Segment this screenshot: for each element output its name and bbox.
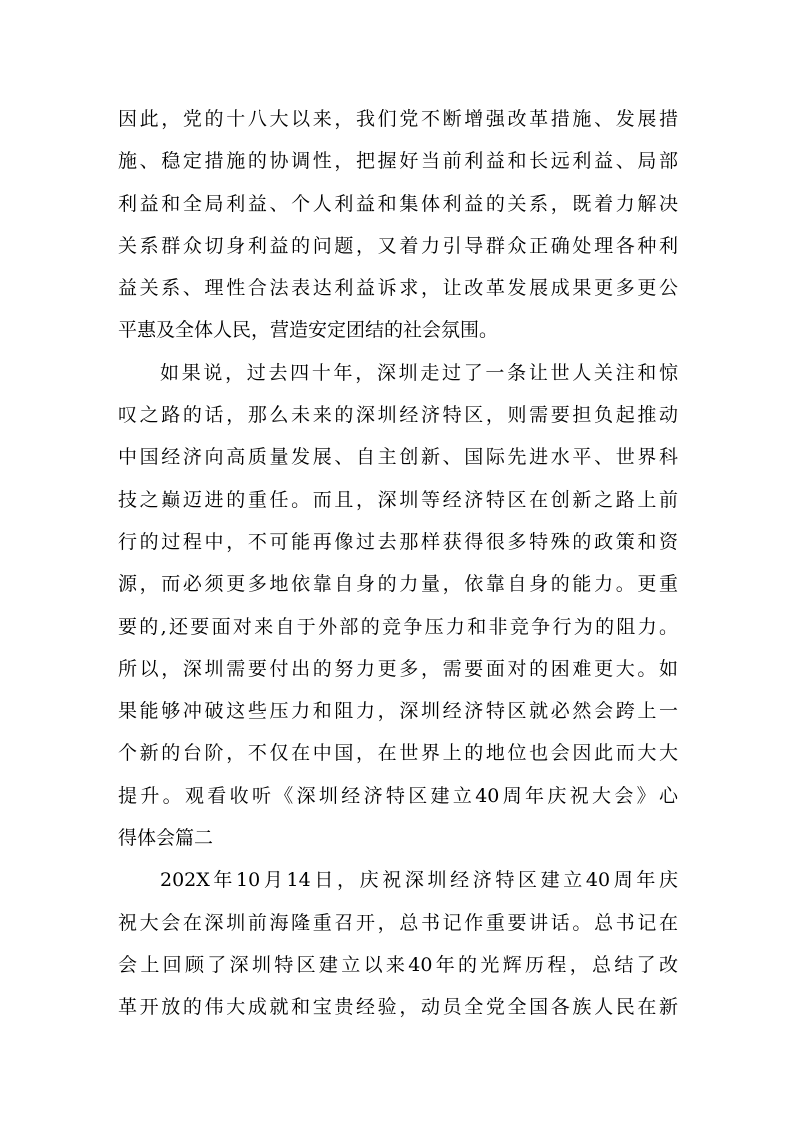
text-line: 果能够冲破这些压力和阻力，深圳经济特区就必然会跨上一 [118,700,678,723]
text-line: 祝大会在深圳前海隆重召开，总书记作重要讲话。总书记在 [118,911,678,934]
text-line: 革开放的伟大成就和宝贵经验，动员全党全国各族人民在新 [118,996,678,1019]
text-line: 个新的台阶，不仅在中国，在世界上的地位也会因此而大大 [118,742,678,765]
text-line: 会上回顾了深圳特区建立以来40年的光辉历程，总结了改 [118,953,678,976]
text-line: 施、稳定措施的协调性，把握好当前利益和长远利益、局部 [118,150,678,173]
document-body [118,98,678,1029]
text-line: 因此，党的十八大以来，我们党不断增强改革措施、发展措 [118,108,678,130]
text-line: 益关系、理性合法表达利益诉求，让改革发展成果更多更公 [118,277,678,300]
text-line: 中国经济向高质量发展、自主创新、国际先进水平、世界科 [118,446,678,469]
paragraph-first-line: 如果说，过去四十年，深圳走过了一条让世人关注和惊 [160,361,678,384]
text-line: 关系群众切身利益的问题，又着力引导群众正确处理各种利 [118,234,678,257]
text-line: 提升。观看收听《深圳经济特区建立40周年庆祝大会》心 [118,784,678,807]
text-line: 所以，深圳需要付出的努力更多，需要面对的困难更大。如 [118,657,678,680]
paragraph-first-line: 202X年10月14日，庆祝深圳经济特区建立40周年庆 [160,869,678,892]
text-line: 利益和全局利益、个人利益和集体利益的关系，既着力解决 [118,192,678,215]
text-line: 要的,还要面对来自于外部的竞争压力和非竞争行为的阻力。 [118,615,678,638]
text-line: 源，而必须更多地依靠自身的力量，依靠自身的能力。更重 [118,573,678,596]
text-line: 叹之路的话，那么未来的深圳经济特区，则需要担负起推动 [118,404,678,427]
text-line: 技之巅迈进的重任。而且，深圳等经济特区在创新之路上前 [118,488,678,511]
section-heading: 得体会篇二 [118,827,214,850]
text-line: 行的过程中，不可能再像过去那样获得很多特殊的政策和资 [118,530,678,553]
text-line: 平惠及全体人民，营造安定团结的社会氛围。 [118,319,499,342]
